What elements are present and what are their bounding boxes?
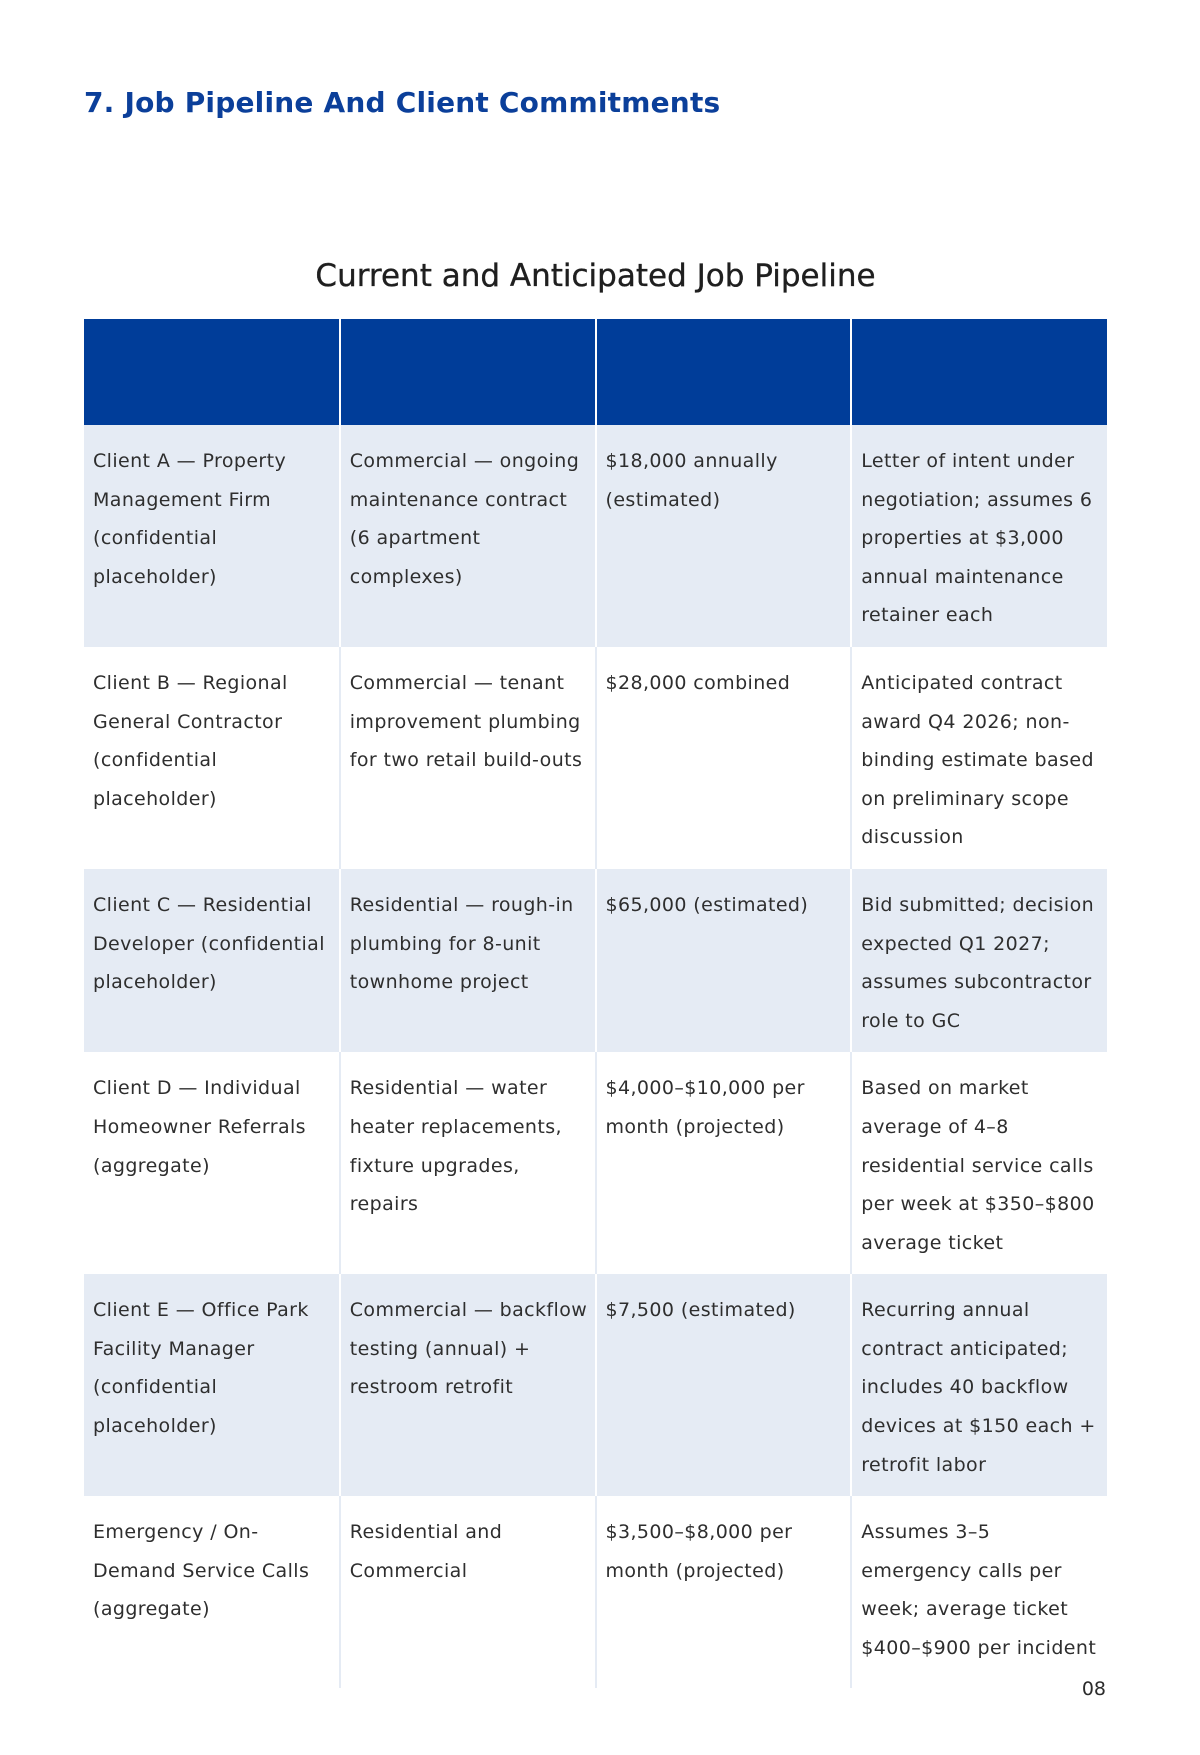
table-title: Current and Anticipated Job Pipeline bbox=[315, 258, 876, 294]
client-cell: Client B — Regional General Contractor (confidential placeholder) bbox=[84, 647, 340, 869]
client-cell: Client A — Property Management Firm (confidential placeholder) bbox=[84, 425, 340, 647]
value-cell: $7,500 (estimated) bbox=[596, 1274, 852, 1496]
notes-cell: Anticipated contract award Q4 2026; non-binding estimate based on preliminary scope discussion bbox=[851, 647, 1107, 869]
notes-cell: Letter of intent under negotiation; assumes 6 properties at $3,000 annual maintenance retainer each bbox=[851, 425, 1107, 647]
client-cell: Client E — Office Park Facility Manager (confidential placeholder) bbox=[84, 1274, 340, 1496]
client-cell: Client D — Individual Homeowner Referrals (aggregate) bbox=[84, 1052, 340, 1274]
table-header-row bbox=[84, 319, 1107, 425]
value-cell: $3,500–$8,000 per month (projected) bbox=[596, 1496, 852, 1688]
table-row bbox=[84, 1052, 1107, 1274]
work-cell: Commercial — tenant improvement plumbing for two retail build-outs bbox=[340, 647, 596, 869]
table-row bbox=[84, 647, 1107, 869]
table-row bbox=[84, 425, 1107, 647]
work-cell: Residential — rough-in plumbing for 8-unit townhome project bbox=[340, 869, 596, 1052]
column-header bbox=[84, 319, 340, 425]
work-cell: Commercial — ongoing maintenance contract (6 apartment complexes) bbox=[340, 425, 596, 647]
value-cell: $65,000 (estimated) bbox=[596, 869, 852, 1052]
table-row bbox=[84, 869, 1107, 1052]
value-cell: $28,000 combined bbox=[596, 647, 852, 869]
column-header bbox=[596, 319, 852, 425]
work-cell: Residential — water heater replacements, fixture upgrades, repairs bbox=[340, 1052, 596, 1274]
notes-cell: Based on market average of 4–8 residential service calls per week at $350–$800 average ticket bbox=[851, 1052, 1107, 1274]
work-cell: Residential and Commercial bbox=[340, 1496, 596, 1688]
notes-cell: Recurring annual contract anticipated; includes 40 backflow devices at $150 each + retrofit labor bbox=[851, 1274, 1107, 1496]
value-cell: $18,000 annually (estimated) bbox=[596, 425, 852, 647]
value-cell: $4,000–$10,000 per month (projected) bbox=[596, 1052, 852, 1274]
column-header bbox=[340, 319, 596, 425]
work-cell: Commercial — backflow testing (annual) + restroom retrofit bbox=[340, 1274, 596, 1496]
page-number: 08 bbox=[1081, 1678, 1106, 1700]
table-row bbox=[84, 1274, 1107, 1496]
table-row bbox=[84, 1496, 1107, 1688]
notes-cell: Bid submitted; decision expected Q1 2027; assumes subcontractor role to GC bbox=[851, 869, 1107, 1052]
column-header bbox=[851, 319, 1107, 425]
table-header bbox=[84, 319, 1107, 425]
client-cell: Emergency / On-Demand Service Calls (aggregate) bbox=[84, 1496, 340, 1688]
section-heading: 7. Job Pipeline And Client Commitments bbox=[84, 86, 721, 119]
notes-cell: Assumes 3–5 emergency calls per week; average ticket $400–$900 per incident bbox=[851, 1496, 1107, 1688]
job-pipeline-table bbox=[84, 319, 1107, 1688]
table-body bbox=[84, 425, 1107, 1688]
client-cell: Client C — Residential Developer (confidential placeholder) bbox=[84, 869, 340, 1052]
